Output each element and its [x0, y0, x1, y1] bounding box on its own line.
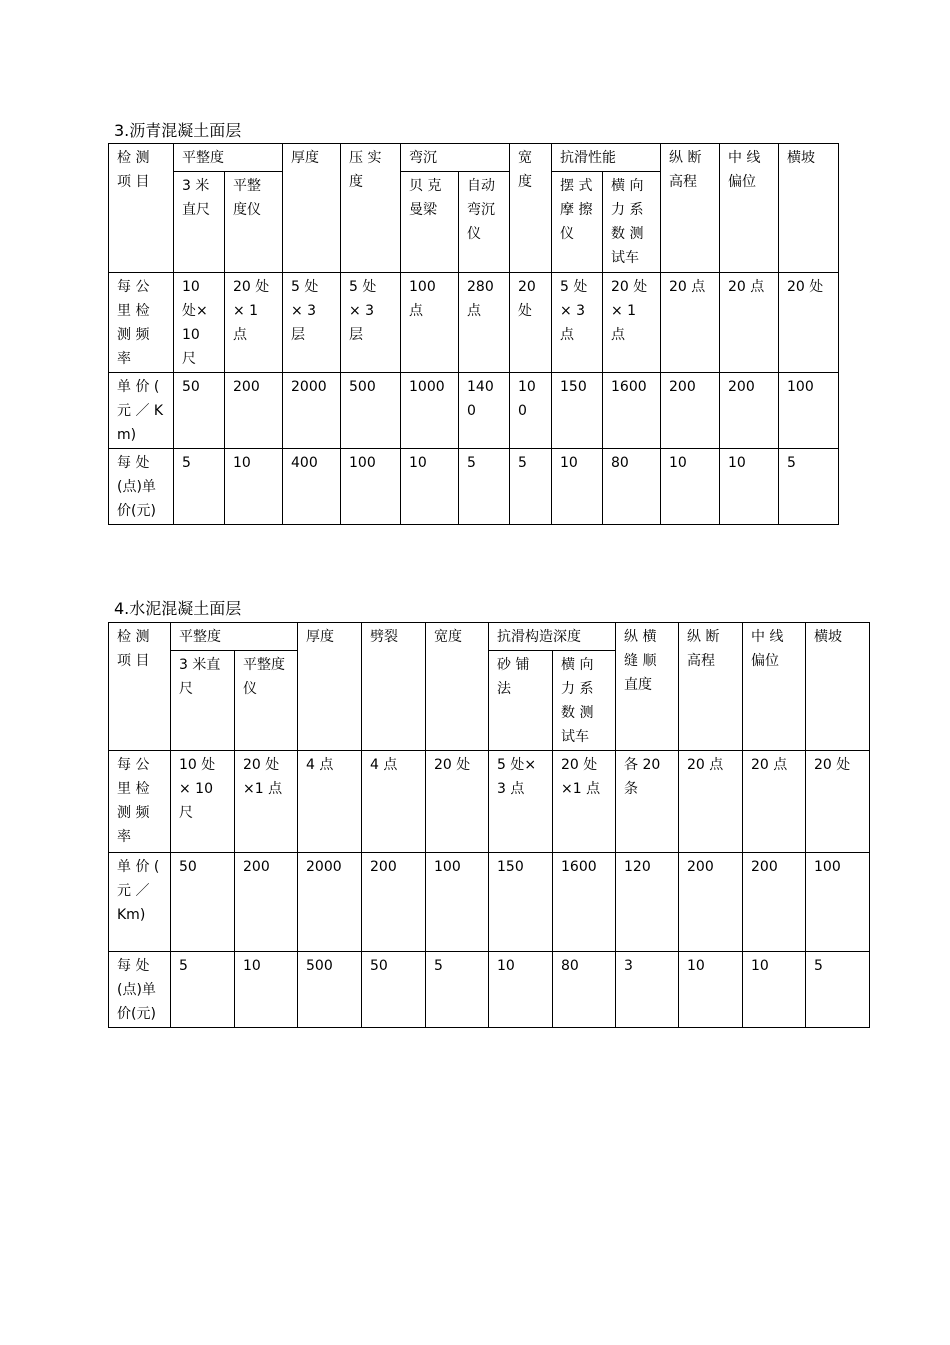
- table-cell: 5 处 × 3 层: [341, 273, 401, 373]
- table-cell: 100: [779, 373, 839, 449]
- table-cell: 10: [720, 449, 779, 525]
- asphalt-pricing-table: [108, 143, 839, 525]
- table-cell: 200: [661, 373, 720, 449]
- table-cell: 10: [401, 449, 459, 525]
- table-cell: 1000: [401, 373, 459, 449]
- row-label-unit-price: 单 价 ( 元 ／ Km): [109, 853, 171, 952]
- header-joint-straightness: 纵 横 缝 顺 直度: [616, 623, 679, 751]
- header-flat-3m: 3 米直尺: [174, 172, 225, 273]
- table-cell: 10: [489, 952, 553, 1028]
- header-lateral: 横 向 力 系 数 测 试车: [603, 172, 661, 273]
- table-cell: 3: [616, 952, 679, 1028]
- table-cell: 10 处× 10 尺: [174, 273, 225, 373]
- table-cell: 5 处× 3 点: [489, 751, 553, 853]
- table-cell: 50: [171, 853, 235, 952]
- cement-pricing-table: [108, 622, 870, 1028]
- header-sand-patch: 砂 铺 法: [489, 651, 553, 751]
- table-cell: 20 处 × 1 点: [225, 273, 283, 373]
- table-cell: 100: [806, 853, 870, 952]
- header-centerline: 中 线 偏位: [743, 623, 806, 751]
- table-cell: 150: [552, 373, 603, 449]
- table-cell: 4 点: [362, 751, 426, 853]
- table-cell: 100 点: [401, 273, 459, 373]
- header-lateral: 横 向 力 系 数 测 试车: [553, 651, 616, 751]
- header-crossslope: 横坡: [806, 623, 870, 751]
- table-cell: 2000: [283, 373, 341, 449]
- table-cell: 1600: [553, 853, 616, 952]
- header-compaction: 压 实 度: [341, 144, 401, 273]
- header-flatness: 平整度: [171, 623, 298, 651]
- table-cell: 10: [552, 449, 603, 525]
- table-cell: 5: [174, 449, 225, 525]
- header-profile: 纵 断 高程: [679, 623, 743, 751]
- header-auto-deflection: 自动弯沉仪: [459, 172, 510, 273]
- row-label-unit-price: 单 价 ( 元 ／ Km): [109, 373, 174, 449]
- table-cell: 5: [779, 449, 839, 525]
- table-cell: 20 点: [720, 273, 779, 373]
- table-cell: 500: [298, 952, 362, 1028]
- table-cell: 20 点: [679, 751, 743, 853]
- table-cell: 10: [679, 952, 743, 1028]
- header-item: 检 测 项 目: [109, 623, 171, 751]
- table-cell: 10: [225, 449, 283, 525]
- header-flatness: 平整度: [174, 144, 283, 172]
- table-cell: 10: [661, 449, 720, 525]
- table-cell: 1600: [603, 373, 661, 449]
- table-cell: 200: [679, 853, 743, 952]
- table-cell: 5 处 × 3 层: [283, 273, 341, 373]
- table-cell: 10: [235, 952, 298, 1028]
- table-cell: 20 处: [426, 751, 489, 853]
- table-cell: 20 处: [779, 273, 839, 373]
- header-skid: 抗滑性能: [552, 144, 661, 172]
- table-cell: 10 处 × 10 尺: [171, 751, 235, 853]
- table-cell: 5: [171, 952, 235, 1028]
- table-cell: 2000: [298, 853, 362, 952]
- table-cell: 20 处: [510, 273, 552, 373]
- header-flat-meter: 平整度仪: [235, 651, 298, 751]
- row-label-frequency: 每 公 里 检 测 频 率: [109, 751, 171, 853]
- table-cell: 200: [235, 853, 298, 952]
- table-cell: 100: [426, 853, 489, 952]
- table-cell: 150: [489, 853, 553, 952]
- row-label-frequency: 每 公 里 检 测 频 率: [109, 273, 174, 373]
- table-cell: 80: [553, 952, 616, 1028]
- table-cell: 5: [806, 952, 870, 1028]
- table-cell: 280 点: [459, 273, 510, 373]
- table-cell: 500: [341, 373, 401, 449]
- table-cell: 4 点: [298, 751, 362, 853]
- header-width: 宽度: [426, 623, 489, 751]
- table-cell: 20 处 ×1 点: [235, 751, 298, 853]
- table-cell: 400: [283, 449, 341, 525]
- table-cell: 50: [362, 952, 426, 1028]
- table-cell: 20 点: [661, 273, 720, 373]
- table-cell: 200: [720, 373, 779, 449]
- table-cell: 1400: [459, 373, 510, 449]
- header-thickness: 厚度: [283, 144, 341, 273]
- header-flat-3m: 3 米直尺: [171, 651, 235, 751]
- header-width: 宽度: [510, 144, 552, 273]
- header-item: 检 测 项 目: [109, 144, 174, 273]
- table-cell: 120: [616, 853, 679, 952]
- table-cell: 20 处 ×1 点: [553, 751, 616, 853]
- table-cell: 20 处: [806, 751, 870, 853]
- header-pendulum: 摆 式 摩 擦 仪: [552, 172, 603, 273]
- section-title-cement: 4.水泥混凝土面层: [114, 599, 242, 618]
- header-texture-depth: 抗滑构造深度: [489, 623, 616, 651]
- table-cell: 200: [225, 373, 283, 449]
- table-cell: 20 处 × 1 点: [603, 273, 661, 373]
- header-thickness: 厚度: [298, 623, 362, 751]
- header-crossslope: 横坡: [779, 144, 839, 273]
- table-cell: 5: [510, 449, 552, 525]
- header-benkelman: 贝 克 曼梁: [401, 172, 459, 273]
- header-deflection: 弯沉: [401, 144, 510, 172]
- table-cell: 20 点: [743, 751, 806, 853]
- table-cell: 100: [341, 449, 401, 525]
- table-cell: 10: [743, 952, 806, 1028]
- table-cell: 50: [174, 373, 225, 449]
- table-cell: 5: [459, 449, 510, 525]
- table-cell: 100: [510, 373, 552, 449]
- row-label-per-point-price: 每 处 (点)单 价(元): [109, 952, 171, 1028]
- header-centerline: 中 线 偏位: [720, 144, 779, 273]
- table-cell: 80: [603, 449, 661, 525]
- section-title-asphalt: 3.沥青混凝土面层: [114, 121, 242, 140]
- table-cell: 5 处 × 3 点: [552, 273, 603, 373]
- header-splitting: 劈裂: [362, 623, 426, 751]
- table-cell: 200: [743, 853, 806, 952]
- header-flat-meter: 平整度仪: [225, 172, 283, 273]
- table-cell: 5: [426, 952, 489, 1028]
- table-cell: 各 20 条: [616, 751, 679, 853]
- row-label-per-point-price: 每 处 (点)单 价(元): [109, 449, 174, 525]
- table-cell: 200: [362, 853, 426, 952]
- header-profile: 纵 断 高程: [661, 144, 720, 273]
